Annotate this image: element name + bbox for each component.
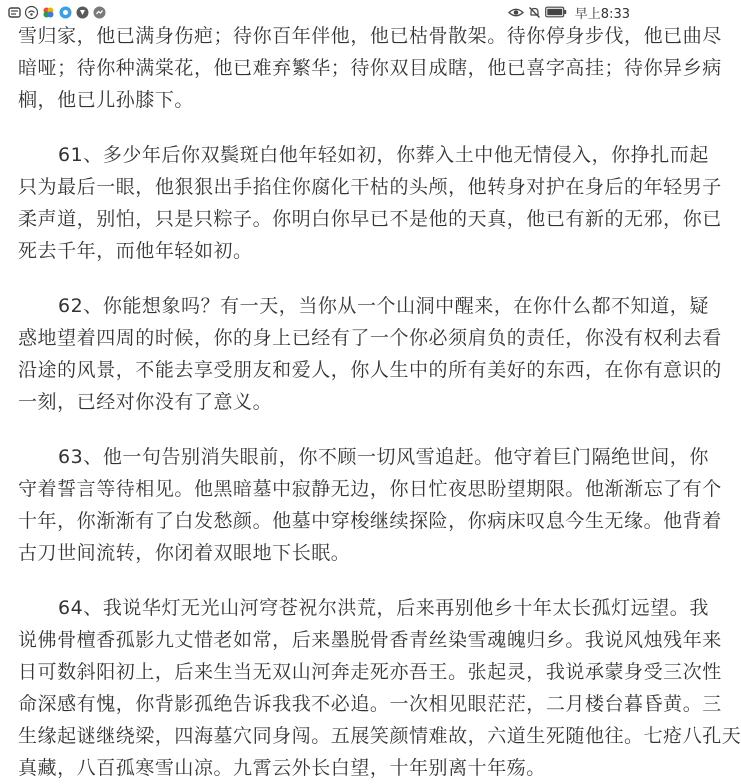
paragraph-line: 62、你能想象吗？有一天，当你从一个山洞中醒来，在你什么都不知道，疑 <box>58 295 709 317</box>
paragraph-line: 真藏，八百孤寒雪山凉。九霄云外长白望，十年别离十年殇。 <box>18 757 546 779</box>
paragraph-line: 生缘起谜继绕梁，四海墓穴同身闯。五展笑颜情难故，六道生死随他往。七疮八孔天 <box>18 725 741 747</box>
paragraph-line: 暗哑；待你种满棠花，他已难弃繁华；待你双目成瞎，他已喜字高挂；待你异乡病 <box>18 57 722 79</box>
status-bar-left <box>8 6 106 19</box>
article-body <box>0 20 741 784</box>
paragraph-line: 守着誓言等待相见。他黑暗墓中寂静无边，你日忙夜思盼望期限。他渐渐忘了有个 <box>18 478 722 500</box>
battery-icon <box>545 6 567 19</box>
status-bar <box>0 0 640 24</box>
article-paragraph <box>18 290 722 418</box>
article-paragraph <box>18 592 741 784</box>
messenger-icon <box>93 6 106 19</box>
paragraph-line: 说佛骨檀香孤影九丈惜老如常，后来墨脱骨香青丝染雪魂魄归乡。我说风烛残年来 <box>18 629 722 651</box>
paragraph-line: 榈，他已儿孙膝下。 <box>18 89 194 111</box>
paragraph-line: 日可数斜阳初上，后来生当无双山河奔走死亦吾王。张起灵，我说承蒙身受三次性 <box>18 661 722 683</box>
paragraph-line: 沿途的风景，不能去享受朋友和爱人，你人生中的所有美好的东西，在你有意识的 <box>18 359 722 381</box>
paragraph-line: 只为最后一眼，他狠狠出手掐住你腐化干枯的头颅，他转身对护在身后的年轻男子 <box>18 176 722 198</box>
paragraph-line: 一刻，已经对你没有了意义。 <box>18 391 273 413</box>
paragraph-line: 63、他一句告别消失眼前，你不顾一切风雪追赶。他守着巨门隔绝世间，你 <box>58 446 709 468</box>
paragraph-line: 61、多少年后你双鬓斑白他年轻如初，你葬入土中他无情侵入，你挣扎而起 <box>58 144 709 166</box>
clock: 早上8:33 <box>574 6 630 22</box>
app-icon <box>76 6 89 19</box>
paragraph-line: 十年，你渐渐有了白发愁颜。他墓中穿梭继续探险，你病床叹息今生无缘。他背着 <box>18 510 722 532</box>
paragraph-line: 64、我说华灯无光山河穹苍祝尔洪荒，后来再别他乡十年太长孤灯远望。我 <box>58 597 709 619</box>
paragraph-line: 死去千年，而他年轻如初。 <box>18 240 253 262</box>
paragraph-line: 惑地望着四周的时候，你的身上已经有了一个你必须肩负的责任，你没有权利去看 <box>18 327 722 349</box>
article-paragraph <box>18 441 722 569</box>
notification-icon <box>8 6 21 19</box>
wifi-icon <box>25 6 38 19</box>
paragraph-line: 雪归家，他已满身伤疤；待你百年伴他，他已枯骨散架。待你停身步伐，他已曲尽 <box>18 25 722 47</box>
paragraph-line: 柔声道，别怕，只是只粽子。你明白你早已不是他的天真，他已有新的无邪，你已 <box>18 208 722 230</box>
eye-icon <box>508 6 524 19</box>
status-bar-right <box>508 3 630 22</box>
mute-icon <box>528 6 541 19</box>
photos-icon <box>42 6 55 19</box>
article-paragraph <box>18 20 722 116</box>
paragraph-line: 古刀世间流转，你闭着双眼地下长眠。 <box>18 542 351 564</box>
article-paragraph <box>18 139 722 267</box>
paragraph-line: 命深感有愧，你背影孤绝告诉我我不必追。一次相见眼茫茫，二月楼台暮昏黄。三 <box>18 693 722 715</box>
browser-icon <box>59 6 72 19</box>
